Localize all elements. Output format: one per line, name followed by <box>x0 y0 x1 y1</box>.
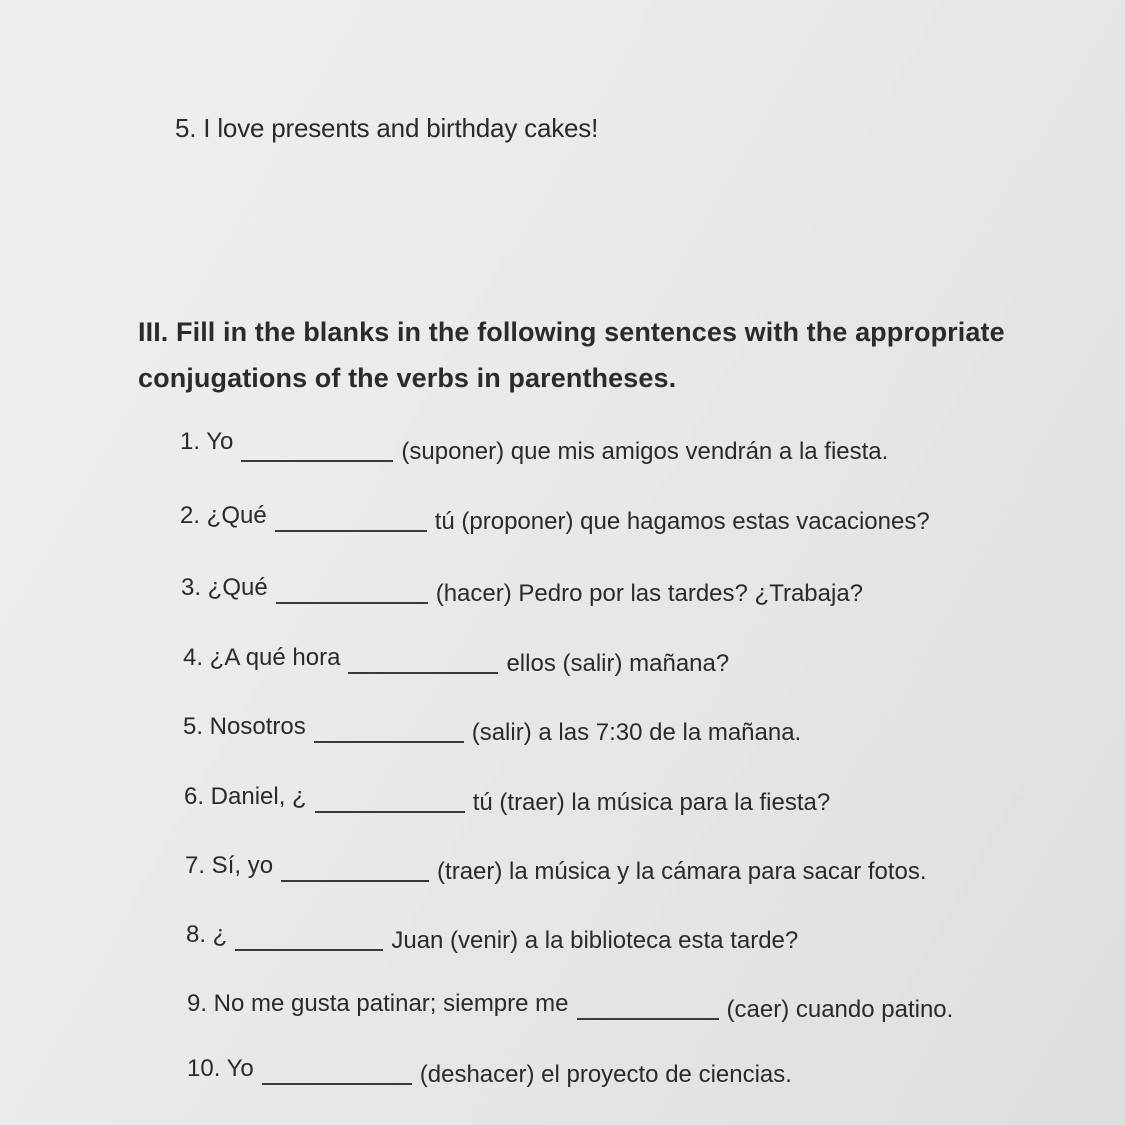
question-7 <box>185 852 927 885</box>
question-3-blank[interactable] <box>276 602 428 604</box>
question-4-blank[interactable] <box>348 672 498 674</box>
question-5 <box>183 713 802 746</box>
question-1-blank[interactable] <box>241 460 393 462</box>
question-2 <box>180 502 930 535</box>
previous-question: 5. I love presents and birthday cakes! <box>175 113 599 143</box>
question-1-prefix: 1. Yo <box>180 428 234 455</box>
question-3 <box>181 574 864 607</box>
question-5-blank[interactable] <box>314 741 464 743</box>
question-6-prefix: 6. Daniel, ¿ <box>184 783 307 810</box>
question-2-blank[interactable] <box>275 530 427 532</box>
question-3-suffix: (hacer) Pedro por las tardes? ¿Trabaja? <box>435 580 864 607</box>
question-2-suffix: tú (proponer) que hagamos estas vacaciones? <box>434 508 930 535</box>
question-8-suffix: Juan (venir) a la biblioteca esta tarde? <box>391 927 799 954</box>
question-5-suffix: (salir) a las 7:30 de la mañana. <box>471 719 802 746</box>
question-10-suffix: (deshacer) el proyecto de ciencias. <box>419 1061 792 1088</box>
section-heading-line-2: conjugations of the verbs in parentheses. <box>138 363 677 393</box>
question-6-blank[interactable] <box>315 811 465 813</box>
question-5-prefix: 5. Nosotros <box>183 713 306 740</box>
question-9-prefix: 9. No me gusta patinar; siempre me <box>187 990 569 1017</box>
question-3-prefix: 3. ¿Qué <box>181 574 268 601</box>
question-8-prefix: 8. ¿ <box>186 921 228 948</box>
question-8-blank[interactable] <box>235 949 383 951</box>
question-6 <box>184 783 831 816</box>
question-7-suffix: (traer) la música y la cámara para sacar fotos. <box>437 858 927 885</box>
question-4-suffix: ellos (salir) mañana? <box>506 650 730 677</box>
question-10 <box>187 1055 792 1088</box>
question-10-prefix: 10. Yo <box>187 1055 254 1082</box>
question-8 <box>186 921 799 954</box>
question-9-suffix: (caer) cuando patino. <box>726 996 954 1023</box>
question-7-prefix: 7. Sí, yo <box>185 852 274 879</box>
question-4-prefix: 4. ¿A qué hora <box>183 644 341 671</box>
section-heading <box>138 309 1048 401</box>
question-9-blank[interactable] <box>577 1018 719 1020</box>
question-9 <box>187 990 954 1023</box>
question-1-suffix: (suponer) que mis amigos vendrán a la fiesta. <box>401 438 889 465</box>
question-1 <box>180 428 889 465</box>
question-2-prefix: 2. ¿Qué <box>180 502 267 529</box>
question-7-blank[interactable] <box>281 880 429 882</box>
question-6-suffix: tú (traer) la música para la fiesta? <box>472 789 831 816</box>
question-4 <box>183 644 730 677</box>
section-heading-line-1: III. Fill in the blanks in the following sentences with the appropriate <box>138 317 1005 347</box>
question-10-blank[interactable] <box>262 1083 412 1085</box>
